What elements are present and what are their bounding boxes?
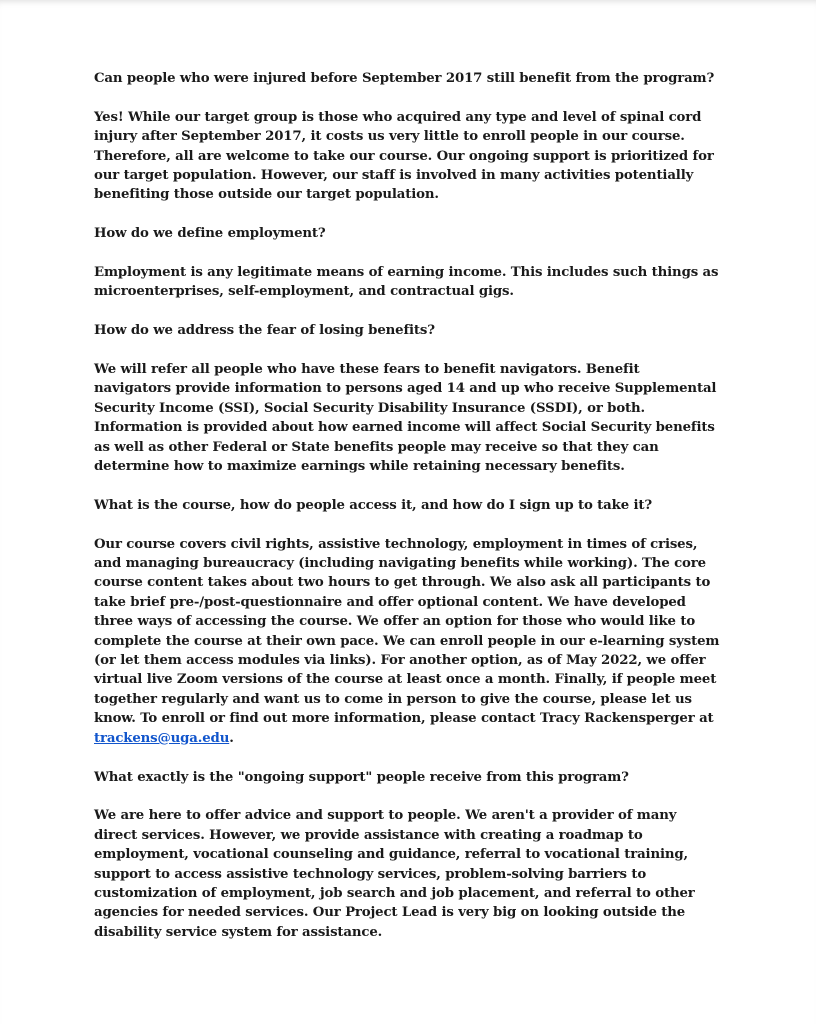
faq-answer-4-end: . [229, 730, 234, 746]
faq-question-4: What is the course, how do people access it, and how do I sign up to take it? [94, 497, 653, 513]
faq-answer-4-text: Our course covers civil rights, assistive technology, employment in times of crises, and managing bureaucracy (including navigating benefits while working). The core course content takes about two hours to get through. We also ask all participants to take brief pre-/post-questionnaire and offer optional content. We have developed three ways of accessing the course. We offer an option for those who would like to complete the course at their own pace. We can enroll people in our e-learning system (or let them access modules via links). For another option, as of May 2022, we offer virtual live Zoom versions of the course at least once a month. Finally, if people meet together regularly and want us to come in person to give the course, please let us know. To enroll or find out more information, please contact Tracy Rackensperger at [94, 536, 720, 727]
faq-question-3: How do we address the fear of losing benefits? [94, 323, 435, 339]
faq-question-5: What exactly is the "ongoing support" people receive from this program? [94, 769, 629, 785]
faq-answer-3: We will refer all people who have these fears to benefit navigators. Benefit navigators provide information to persons aged 14 and up who receive Supplemental Security Income (SSI), Social Security Disability Insurance (SSDI), or both. Information is provided about how earned income will affect Social Security benefits as well as other Federal or State benefits people may receive so that they can determine how to maximize earnings while retaining necessary benefits. [94, 362, 717, 475]
faq-answer-4 [94, 535, 720, 748]
faq-question-1: Can people who were injured before September 2017 still benefit from the program? [94, 71, 715, 86]
contact-email-link[interactable]: trackens@uga.edu [94, 730, 230, 746]
faq-question-2: How do we define employment? [94, 226, 326, 242]
document-body [94, 69, 720, 962]
faq-answer-2: Employment is any legitimate means of earning income. This includes such things as microenterprises, self-employment, and contractual gigs. [94, 265, 719, 300]
faq-answer-1: Yes! While our target group is those who acquired any type and level of spinal cord injury after September 2017, it costs us very little to enroll people in our course. Therefore, all are welcome to take our course. Our ongoing support is prioritized for our target population. However, our staff is involved in many activities potentially benefiting those outside our target population. [94, 109, 714, 203]
faq-answer-5: We are here to offer advice and support to people. We aren't a provider of many direct services. However, we provide assistance with creating a roadmap to employment, vocational counseling and guidance, referral to vocational training, support to access assistive technology services, problem-solving barriers to customization of employment, job search and job placement, and referral to other agencies for needed services. Our Project Lead is very big on looking outside the disability service system for assistance. [94, 808, 695, 940]
